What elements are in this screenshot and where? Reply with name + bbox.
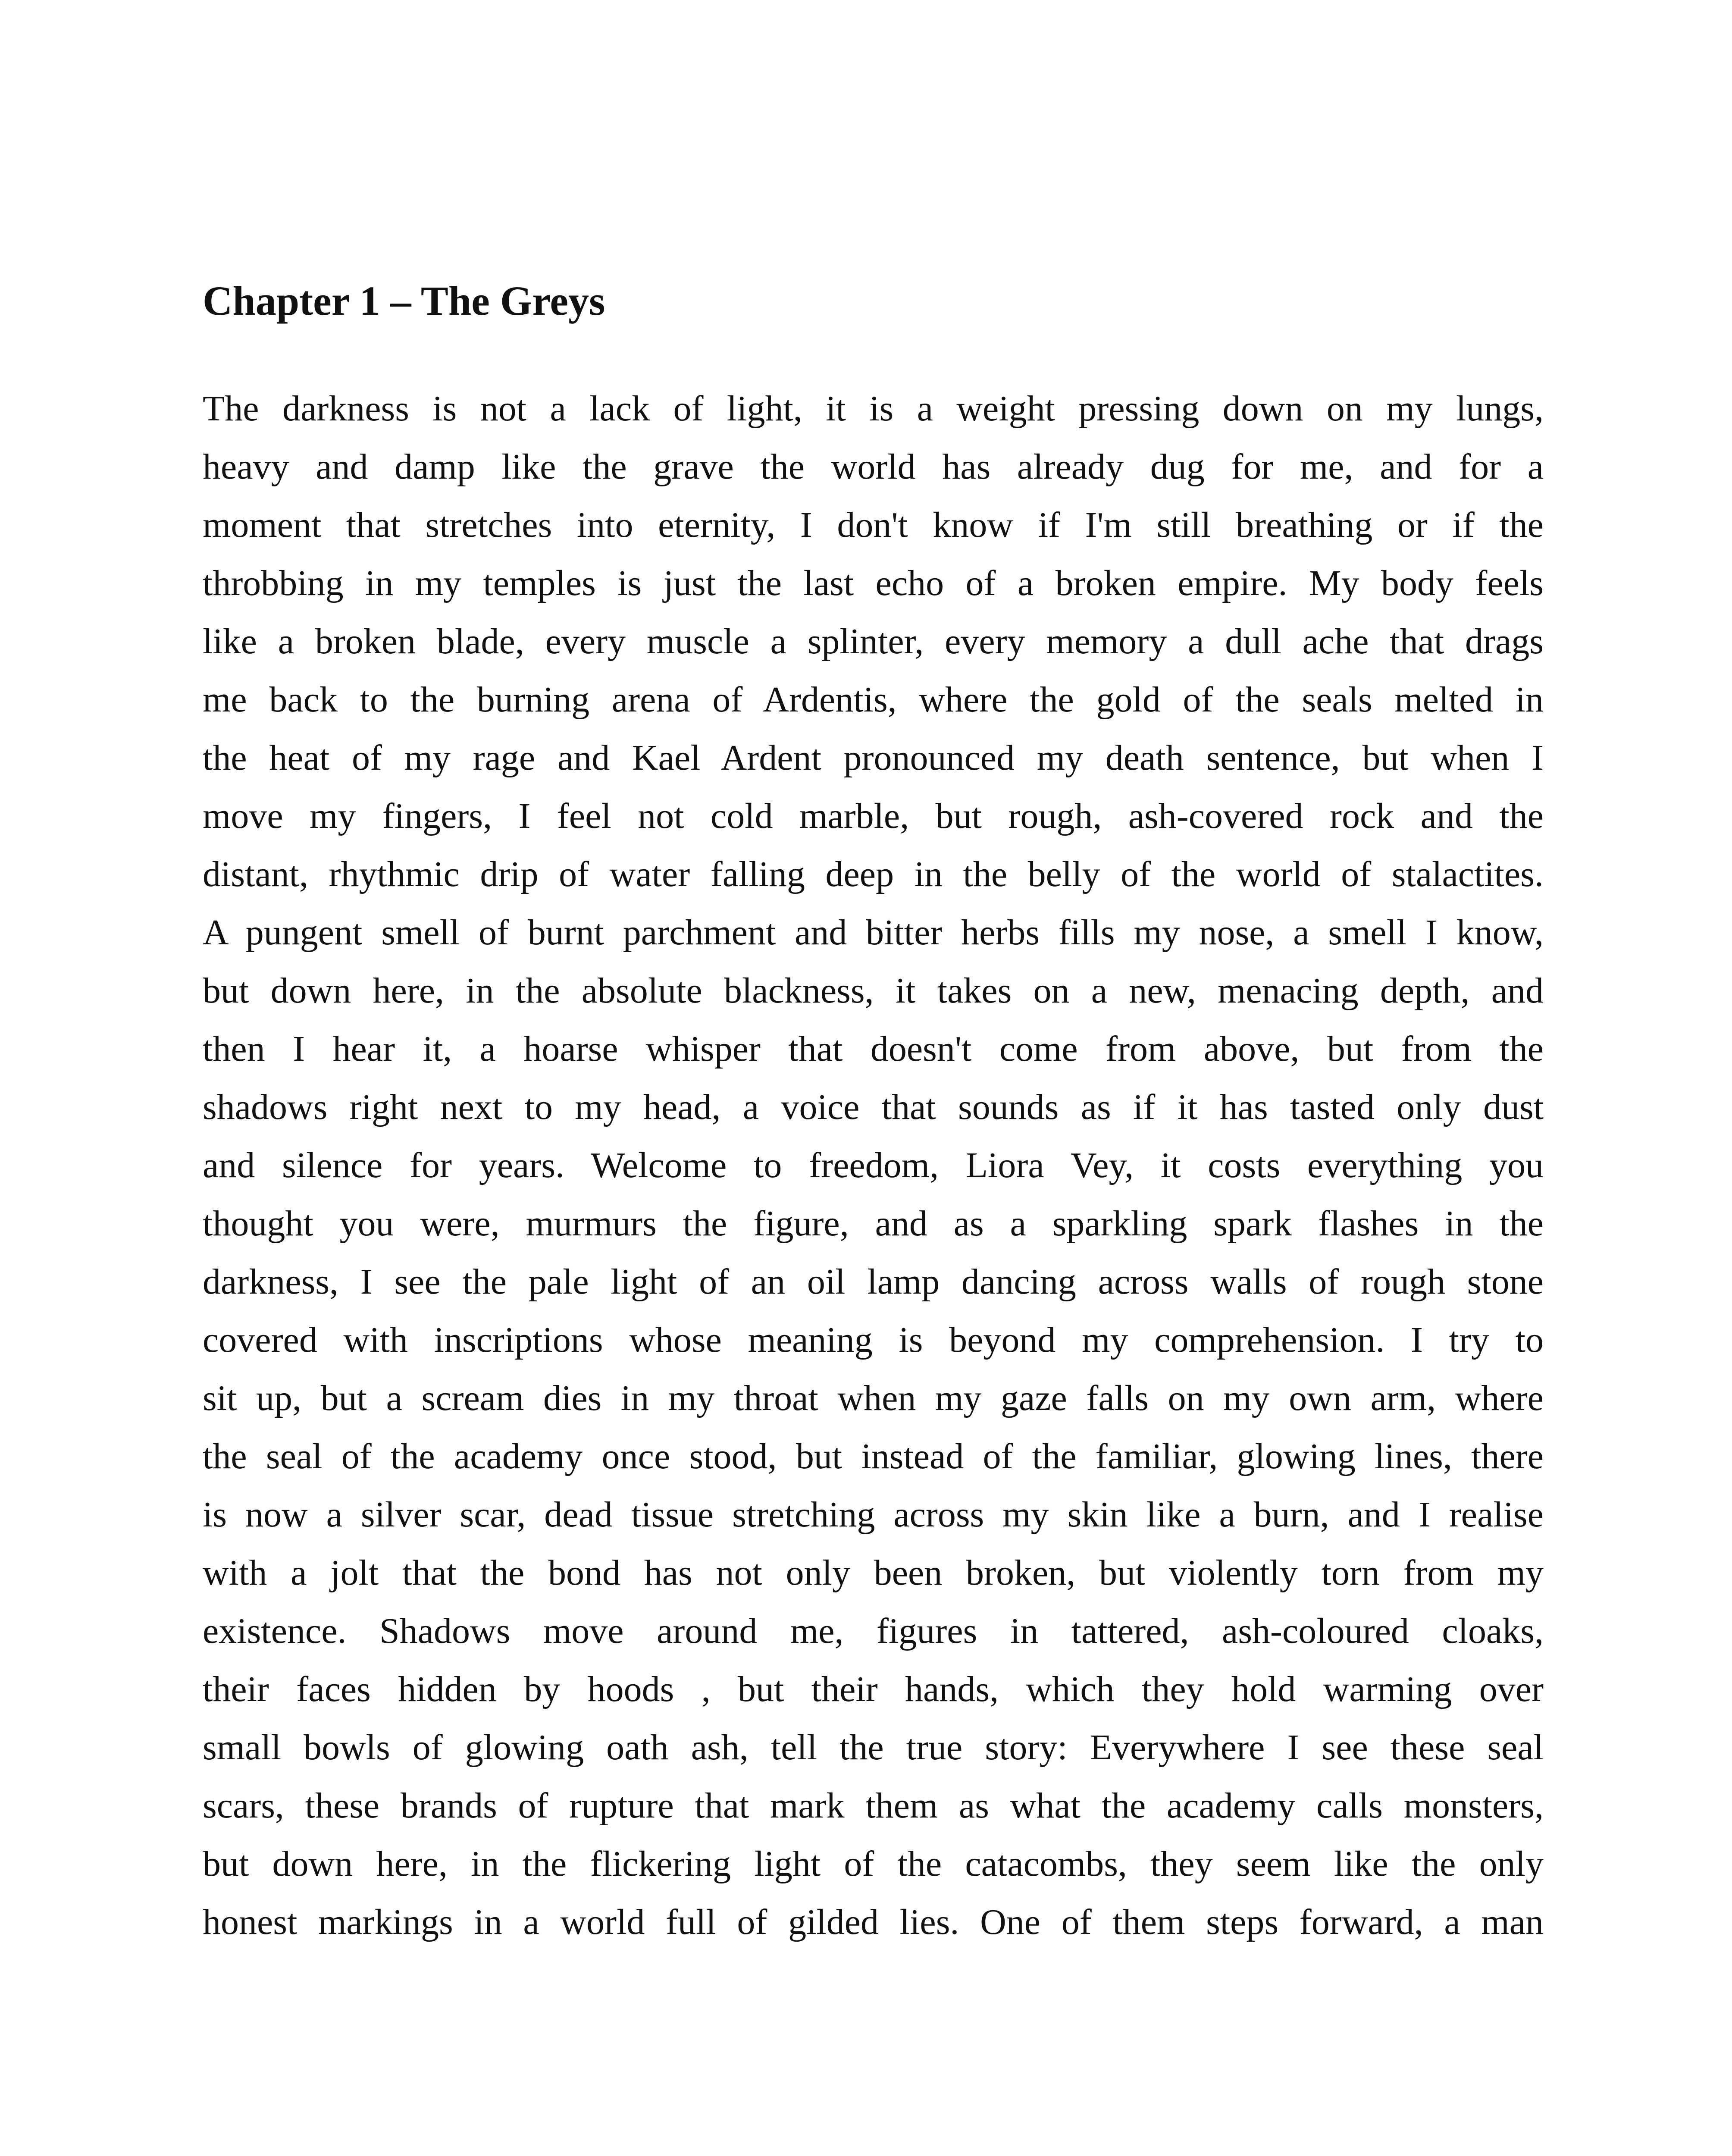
body-line: and silence for years. Welcome to freedom, Liora Vey, it costs everything you: [203, 1145, 1544, 1185]
body-line: thought you were, murmurs the figure, and as a sparkling spark flashes in the: [203, 1203, 1544, 1244]
body-line: covered with inscriptions whose meaning is beyond my comprehension. I try to: [203, 1320, 1544, 1360]
body-line: distant, rhythmic drip of water falling deep in the belly of the world of stalactites.: [203, 854, 1544, 894]
body-line: throbbing in my temples is just the last echo of a broken empire. My body feels: [203, 563, 1544, 603]
body-line: small bowls of glowing oath ash, tell the true story: Everywhere I see these seal: [203, 1727, 1544, 1767]
body-line: then I hear it, a hoarse whisper that doesn't come from above, but from the: [203, 1029, 1544, 1069]
body-line: me back to the burning arena of Ardentis, where the gold of the seals melted in: [203, 680, 1544, 720]
body-line: but down here, in the flickering light of the catacombs, they seem like the only: [203, 1844, 1544, 1884]
body-line: scars, these brands of rupture that mark them as what the academy calls monsters,: [203, 1786, 1544, 1826]
body-line: like a broken blade, every muscle a splinter, every memory a dull ache that drags: [203, 621, 1544, 661]
body-line: with a jolt that the bond has not only been broken, but violently torn from my: [203, 1553, 1544, 1593]
body-line: moment that stretches into eternity, I don't know if I'm still breathing or if the: [203, 505, 1544, 545]
body-line: the heat of my rage and Kael Ardent pronounced my death sentence, but when I: [203, 738, 1544, 778]
body-line: The darkness is not a lack of light, it is a weight pressing down on my lungs,: [203, 389, 1544, 429]
body-line: shadows right next to my head, a voice that sounds as if it has tasted only dust: [203, 1087, 1544, 1127]
body-line: but down here, in the absolute blackness, it takes on a new, menacing depth, and: [203, 971, 1544, 1011]
body-line: sit up, but a scream dies in my throat when my gaze falls on my own arm, where: [203, 1378, 1544, 1418]
body-line: heavy and damp like the grave the world has already dug for me, and for a: [203, 447, 1544, 487]
chapter-body: [203, 379, 1544, 1951]
body-line: existence. Shadows move around me, figures in tattered, ash-coloured cloaks,: [203, 1611, 1544, 1651]
body-line: darkness, I see the pale light of an oil lamp dancing across walls of rough stone: [203, 1262, 1544, 1302]
body-line: A pungent smell of burnt parchment and bitter herbs fills my nose, a smell I know,: [203, 912, 1544, 953]
body-line: the seal of the academy once stood, but instead of the familiar, glowing lines, there: [203, 1436, 1544, 1476]
body-line: move my fingers, I feel not cold marble, but rough, ash-covered rock and the: [203, 796, 1544, 836]
chapter-title: Chapter 1 – The Greys: [203, 278, 605, 324]
body-line: their faces hidden by hoods , but their hands, which they hold warming over: [203, 1669, 1544, 1709]
body-line: is now a silver scar, dead tissue stretching across my skin like a burn, and I realise: [203, 1495, 1544, 1535]
body-line: honest markings in a world full of gilded lies. One of them steps forward, a man: [203, 1902, 1544, 1942]
